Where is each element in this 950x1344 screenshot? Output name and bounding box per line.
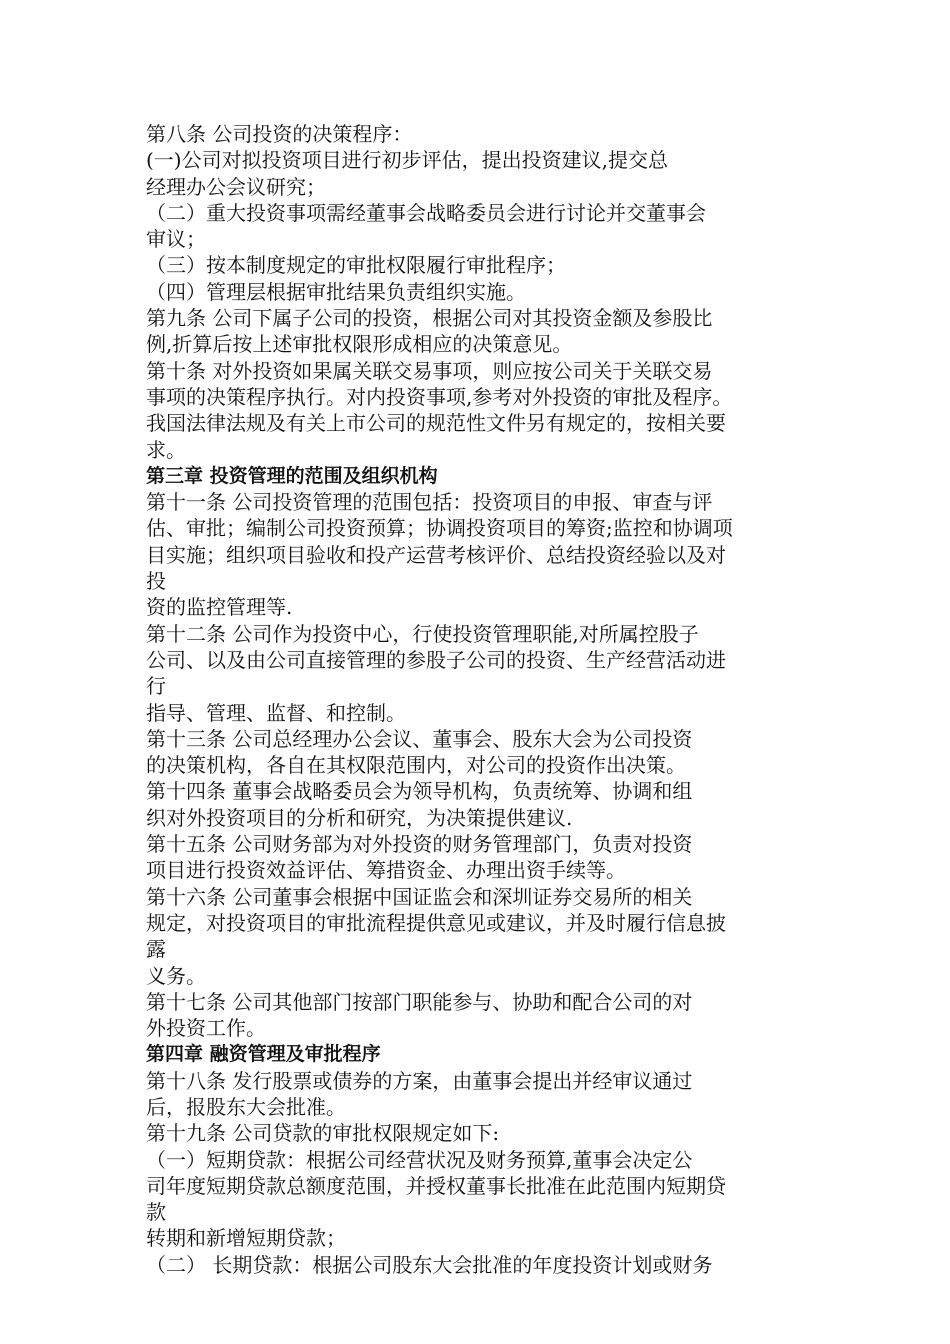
text-line: （四）管理层根据审批结果负责组织实施。 [146, 279, 526, 304]
text-line: 第十五条 公司财务部为对外投资的财务管理部门，负责对投资 [146, 832, 693, 857]
text-line: 露 [146, 937, 166, 962]
text-line: (一)公司对拟投资项目进行初步评估，提出投资建议,提交总 [146, 148, 668, 173]
text-line: 例,折算后按上述审批权限形成相应的决策意见。 [146, 332, 573, 357]
text-line: 第十一条 公司投资管理的范围包括：投资项目的申报、审查与评 [146, 490, 713, 515]
text-line: 司年度短期贷款总额度范围，并授权董事长批准在此范围内短期贷 [146, 1173, 726, 1198]
text-line: 第十条 对外投资如果属关联交易事项，则应按公司关于关联交易 [146, 358, 713, 383]
text-line: 转期和新增短期贷款； [146, 1226, 346, 1251]
text-line: 投 [146, 569, 166, 594]
text-line: 第八条 公司投资的决策程序： [146, 122, 413, 146]
text-line: 公司、以及由公司直接管理的参股子公司的投资、生产经营活动进 [146, 647, 726, 672]
text-line: （三）按本制度规定的审批权限履行审批程序； [146, 253, 566, 278]
text-line: 估、审批；编制公司投资预算；协调投资项目的筹资;监控和协调项 [146, 516, 733, 541]
document-body [146, 121, 826, 1278]
text-line: 第十七条 公司其他部门按部门职能参与、协助和配合公司的对 [146, 989, 693, 1014]
text-line: 第十九条 公司贷款的审批权限规定如下: [146, 1121, 500, 1146]
text-line: 的决策机构，各自在其权限范围内，对公司的投资作出决策。 [146, 753, 686, 778]
text-line: （二）重大投资事项需经董事会战略委员会进行讨论并交董事会 [146, 200, 706, 225]
text-line: 规定，对投资项目的审批流程提供意见或建议，并及时履行信息披 [146, 910, 726, 935]
text-line: 我国法律法规及有关上市公司的规范性文件另有规定的，按相关要 [146, 411, 726, 436]
text-line: 第九条 公司下属子公司的投资，根据公司对其投资金额及参股比 [146, 306, 713, 331]
text-line: 指导、管理、监督、和控制。 [146, 700, 406, 725]
text-line: 第十二条 公司作为投资中心，行使投资管理职能,对所属控股子 [146, 621, 699, 646]
text-line: 求。 [146, 437, 186, 462]
text-line: 资的监控管理等. [146, 595, 293, 620]
text-line: 审议； [146, 227, 206, 252]
text-line: 事项的决策程序执行。对内投资事项,参考对外投资的审批及程序。 [146, 384, 733, 409]
text-line: 项目进行投资效益评估、筹措资金、办理出资手续等。 [146, 858, 626, 883]
text-line: 行 [146, 674, 166, 699]
text-line: 经理办公会议研究； [146, 174, 326, 199]
text-line: 第十四条 董事会战略委员会为领导机构，负责统筹、协调和组 [146, 779, 693, 804]
text-line: 目实施；组织项目验收和投产运营考核评价、总结投资经验以及对 [146, 542, 726, 567]
text-line: 义务。 [146, 963, 206, 988]
text-line: 第十三条 公司总经理办公会议、董事会、股东大会为公司投资 [146, 726, 693, 751]
text-line: 织对外投资项目的分析和研究，为决策提供建议. [146, 805, 573, 830]
text-line: 后，报股东大会批准。 [146, 1094, 346, 1119]
text-line: 第十八条 发行股票或债券的方案，由董事会提出并经审议通过 [146, 1068, 693, 1093]
chapter-heading: 第三章 投资管理的范围及组织机构 [146, 464, 438, 487]
chapter-heading: 第四章 融资管理及审批程序 [146, 1043, 381, 1066]
text-line: （一）短期贷款：根据公司经营状况及财务预算,董事会决定公 [146, 1147, 693, 1172]
text-line: 外投资工作。 [146, 1016, 266, 1041]
text-line: 款 [146, 1200, 166, 1225]
text-line: （二） 长期贷款：根据公司股东大会批准的年度投资计划或财务 [146, 1252, 713, 1277]
text-line: 第十六条 公司董事会根据中国证监会和深圳证券交易所的相关 [146, 884, 693, 909]
